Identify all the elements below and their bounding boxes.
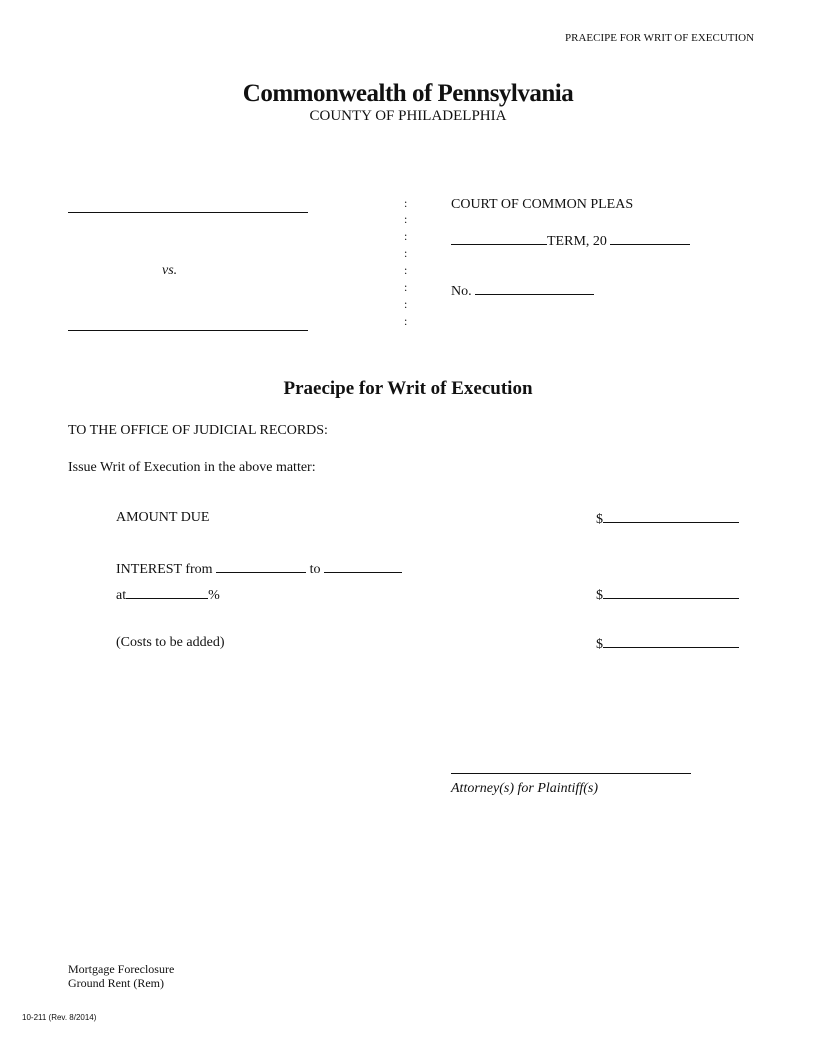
at-label: at (116, 588, 127, 603)
county-title: COUNTY OF PHILADELPHIA (309, 108, 507, 124)
interest-rate-field[interactable] (126, 586, 208, 599)
colon-divider: : (404, 212, 408, 226)
colon-divider: : (404, 263, 408, 277)
dollar-sign: $ (596, 588, 603, 603)
number-field[interactable] (475, 282, 594, 295)
interest-from-label: INTEREST from (116, 562, 213, 577)
colon-divider: : (404, 314, 408, 328)
number-label: No. (451, 284, 472, 299)
vs-label: vs. (162, 263, 178, 278)
percent-label: % (208, 588, 220, 603)
interest-from-field[interactable] (216, 560, 306, 573)
attorney-signature-line[interactable] (451, 773, 691, 774)
document-title: Praecipe for Writ of Execution (283, 378, 533, 399)
interest-row (116, 560, 402, 578)
costs-row (596, 635, 739, 653)
colon-divider: : (404, 246, 408, 260)
costs-field[interactable] (603, 635, 739, 648)
number-row (451, 282, 594, 300)
defendant-line[interactable] (68, 330, 308, 331)
interest-amount-field[interactable] (603, 586, 739, 599)
issue-instruction: Issue Writ of Execution in the above matter: (68, 460, 316, 475)
colon-divider: : (404, 297, 408, 311)
amount-due-field[interactable] (603, 510, 739, 523)
dollar-sign: $ (596, 637, 603, 652)
form-number: 10-211 (Rev. 8/2014) (22, 1013, 97, 1022)
term-row (451, 232, 690, 250)
colon-divider: : (404, 229, 408, 243)
term-field[interactable] (451, 232, 547, 245)
interest-to-field[interactable] (324, 560, 402, 573)
interest-to-label: to (309, 562, 321, 577)
costs-label: (Costs to be added) (116, 635, 225, 650)
footer-case-type-1: Mortgage Foreclosure (68, 962, 175, 976)
term-label: TERM, 20 (547, 234, 607, 249)
rate-row (116, 586, 220, 604)
dollar-sign: $ (596, 512, 603, 527)
attorney-label: Attorney(s) for Plaintiff(s) (451, 781, 598, 796)
form-label: PRAECIPE FOR WRIT OF EXECUTION (565, 32, 755, 44)
footer-case-type-2: Ground Rent (Rem) (68, 976, 164, 990)
amount-due-row (596, 510, 739, 528)
interest-amount-row (596, 586, 739, 604)
colon-divider: : (404, 280, 408, 294)
plaintiff-line[interactable] (68, 212, 308, 213)
term-year-field[interactable] (610, 232, 690, 245)
state-title: Commonwealth of Pennsylvania (242, 80, 574, 107)
court-label: COURT OF COMMON PLEAS (451, 197, 634, 212)
amount-due-label: AMOUNT DUE (116, 510, 210, 525)
addressee: TO THE OFFICE OF JUDICIAL RECORDS: (68, 423, 328, 438)
colon-divider: : (404, 196, 408, 210)
